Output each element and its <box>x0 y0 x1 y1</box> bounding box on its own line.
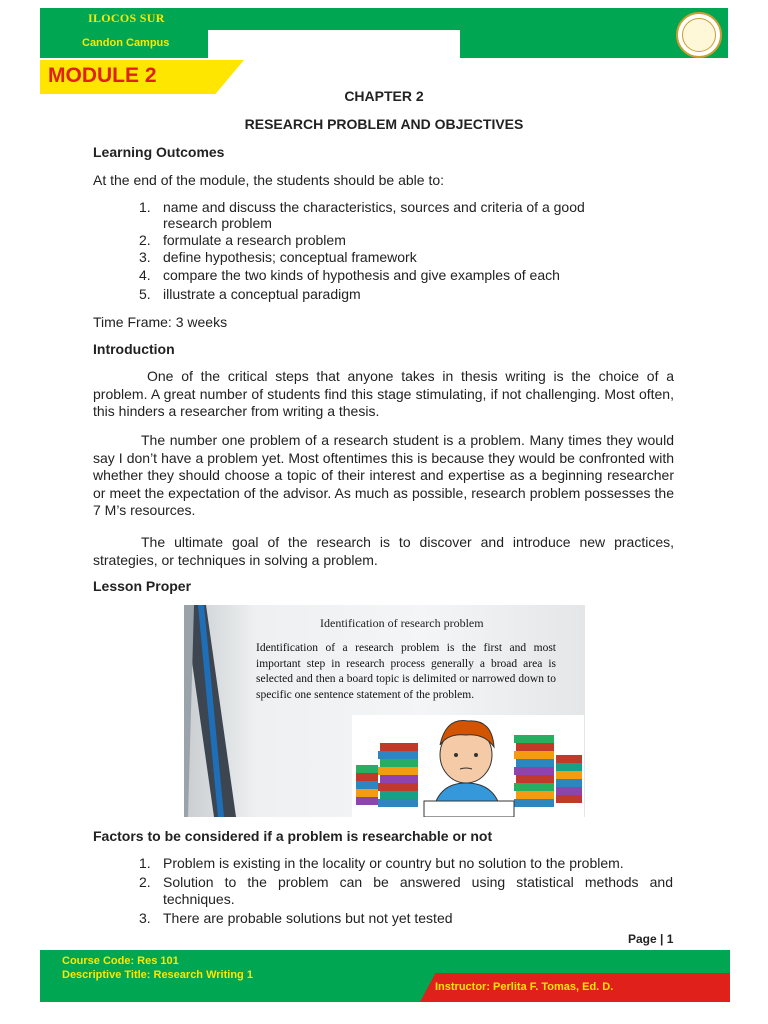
factor-text: Solution to the problem can be answered using statistical methods and techniques. <box>163 874 673 907</box>
factor-number: 3. <box>139 910 151 926</box>
outcome-text-cont: research problem <box>163 215 272 231</box>
outcome-text: formulate a research problem <box>163 232 346 248</box>
school-seal-icon <box>676 12 722 58</box>
intro-paragraph-1: One of the critical steps that anyone takes in thesis writing is the choice of a problem. A great number of students find this stage stimulating, if not challenging. Most often, this hinders a researcher from writing a thesis. <box>93 368 674 419</box>
outcome-number: 1. <box>139 199 151 215</box>
module-title: MODULE 2 <box>48 64 157 87</box>
illustration-text: Identification of a research problem is the first and most important step in research process generally a broad area is selected and then a board topic is delimited or narrowed down to specific one sentence statement of the problem. <box>256 642 556 701</box>
page-number: Page | 1 <box>628 932 674 946</box>
intro-paragraph-2: The number one problem of a research student is a problem. Many times they would say I don’t have a problem yet. Most oftentimes this is because they would be confronted with whether they should choose a topic of their interest and expertise as a beginning researcher or meet the expectation of the advisor. As much as possible, research problem possesses the 7 M’s resources. <box>93 432 674 518</box>
factor-number: 1. <box>139 855 151 871</box>
factor-text: Problem is existing in the locality or country but no solution to the problem. <box>163 855 624 871</box>
intro-paragraph-3: The ultimate goal of the research is to discover and introduce new practices, strategies, or techniques in solving a problem. <box>93 534 674 568</box>
outcome-text: name and discuss the characteristics, sources and criteria of a good <box>163 199 585 215</box>
outcome-text: define hypothesis; conceptual framework <box>163 249 417 265</box>
factor-number: 2. <box>139 874 151 890</box>
course-code: Course Code: Res 101 <box>62 955 179 967</box>
instructor-name: Instructor: Perlita F. Tomas, Ed. D. <box>435 981 614 993</box>
time-frame: Time Frame: 3 weeks <box>93 314 228 330</box>
student-with-books-illustration <box>184 605 585 817</box>
school-name: ILOCOS SUR <box>88 11 165 25</box>
lesson-proper-heading: Lesson Proper <box>93 578 192 594</box>
outcome-number: 4. <box>139 267 151 283</box>
chapter-label: CHAPTER 2 <box>344 88 424 104</box>
outcome-text: illustrate a conceptual paradigm <box>163 286 361 302</box>
lesson-illustration <box>184 605 585 817</box>
learning-outcomes-intro: At the end of the module, the students should be able to: <box>93 172 445 188</box>
outcome-number: 3. <box>139 249 151 265</box>
descriptive-title: Descriptive Title: Research Writing 1 <box>62 969 253 981</box>
factors-heading: Factors to be considered if a problem is researchable or not <box>93 828 493 844</box>
introduction-heading: Introduction <box>93 341 175 357</box>
chapter-title: RESEARCH PROBLEM AND OBJECTIVES <box>244 116 524 132</box>
outcome-text: compare the two kinds of hypothesis and give examples of each <box>163 267 560 283</box>
campus-name: Candon Campus <box>82 37 170 49</box>
illustration-title: Identification of research problem <box>320 616 484 630</box>
learning-outcomes-heading: Learning Outcomes <box>93 144 225 160</box>
outcome-number: 2. <box>139 232 151 248</box>
outcome-number: 5. <box>139 286 151 302</box>
factor-text: There are probable solutions but not yet tested <box>163 910 453 926</box>
